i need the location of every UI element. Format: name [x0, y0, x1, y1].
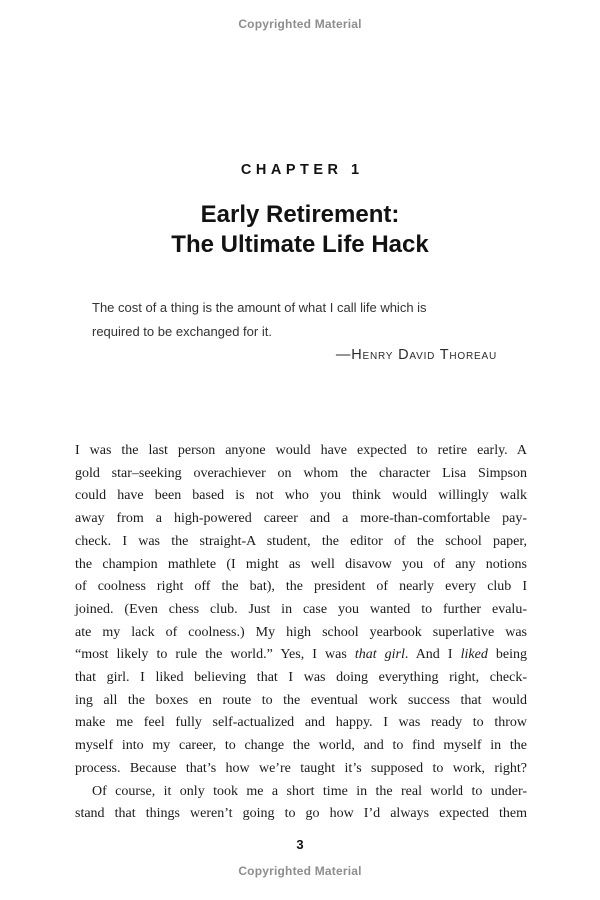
body-text-segment: being [487, 647, 527, 663]
body-text-segment: joined. (Even chess club. Just in case you wanted to further evalu- [75, 601, 527, 617]
body-text-segment: “most likely to rule the world.” Yes, I was [75, 647, 355, 663]
epigraph-quote [92, 296, 497, 343]
chapter-title-line1: Early Retirement: [200, 201, 400, 228]
page-number: 3 [296, 837, 304, 852]
body-text-segment: could have been based is not who you think would willingly walk [75, 488, 527, 504]
body-text-segment: . And I [404, 647, 461, 663]
body-line [75, 712, 527, 735]
body-text-segment: I was the last person anyone would have expected to retire early. A [75, 443, 527, 458]
body-line [75, 508, 527, 531]
body-line [75, 485, 527, 508]
epigraph-line: required to be exchanged for it. [92, 323, 272, 339]
body-text-segment: ing all the boxes en route to the eventual work success that would [75, 692, 527, 708]
body-text-segment: ate my lack of coolness.) My high school yearbook superlative was [75, 624, 527, 640]
body-line [75, 463, 527, 486]
epigraph [92, 296, 497, 368]
body-text-segment: myself into my career, to change the world, and to find myself in the [75, 738, 527, 754]
body-line [75, 644, 527, 667]
body-line [75, 554, 527, 577]
body-line [75, 735, 527, 758]
body-text [75, 440, 527, 826]
body-text-italic-segment: liked [460, 647, 488, 663]
epigraph-attribution: —Henry David Thoreau [335, 347, 497, 363]
copyright-notice-top: Copyrighted Material [238, 17, 362, 31]
body-line [75, 531, 527, 554]
body-text-segment: process. Because that’s how we’re taught it’s supposed to work, right? [75, 760, 527, 776]
epigraph-line: The cost of a thing is the amount of what I call life which is [92, 300, 427, 315]
body-text-segment: stand that things weren’t going to go how I’d always expected them [75, 806, 527, 822]
body-text-segment: Of course, it only took me a short time in the real world to under- [92, 783, 527, 799]
body-line [75, 622, 527, 645]
body-line [75, 667, 527, 690]
body-line [75, 758, 527, 781]
copyright-notice-bottom: Copyrighted Material [238, 864, 362, 878]
body-text-segment: make me feel fully self-actualized and happy. I was ready to throw [75, 715, 527, 731]
body-text-segment: gold star–seeking overachiever on whom the character Lisa Simpson [75, 465, 527, 481]
chapter-title-line2: The Ultimate Life Hack [171, 231, 429, 258]
body-line [75, 781, 527, 804]
chapter-kicker: CHAPTER 1 [240, 162, 364, 178]
body-line [75, 599, 527, 622]
body-text-italic-segment: that girl [354, 647, 405, 663]
body-text-segment: that girl. I liked believing that I was doing everything right, check- [75, 670, 527, 686]
body-line [75, 440, 527, 463]
body-line [75, 690, 527, 713]
body-text-segment: of coolness right off the bat), the president of nearly every club I [75, 579, 527, 595]
body-text-segment: away from a high-powered career and a more-than-comfortable pay- [75, 511, 527, 527]
body-text-segment: check. I was the straight-A student, the editor of the school paper, [75, 533, 527, 549]
body-line [75, 576, 527, 599]
body-line [75, 803, 527, 826]
chapter-title [0, 200, 600, 260]
body-text-segment: the champion mathlete (I might as well disavow you of any notions [75, 556, 527, 572]
